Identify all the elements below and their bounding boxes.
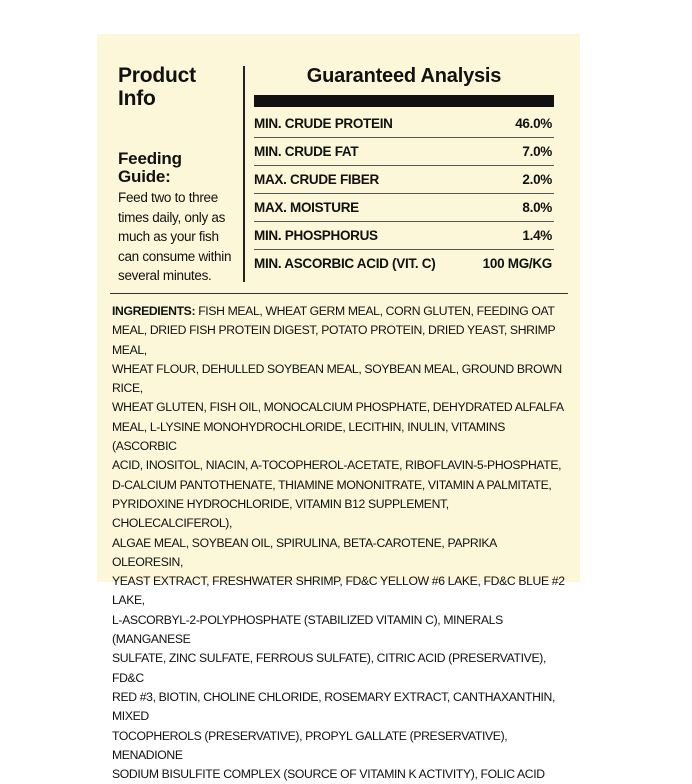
ingredients-line: L-ASCORBYL-2-POLYPHOSPHATE (STABILIZED VITAMIN C), MINERALS (MANGANESE (112, 612, 503, 647)
ingredients-line: SODIUM BISULFITE COMPLEX (SOURCE OF VITAMIN K ACTIVITY), FOLIC ACID (112, 767, 545, 782)
feeding-guide-line: Feed two to three (118, 190, 218, 205)
horizontal-divider (110, 293, 568, 294)
guaranteed-analysis-title: Guaranteed Analysis (306, 65, 502, 87)
guaranteed-analysis-section (254, 62, 554, 277)
product-info-section (118, 64, 238, 286)
feeding-guide-line: much as your fish (118, 229, 219, 244)
ingredients-line: ALGAE MEAL, SOYBEAN OIL, SPIRULINA, BETA-CAROTENE, PAPRIKA OLEORESIN, (112, 535, 497, 569)
analysis-value: 1.4% (522, 228, 552, 243)
ingredients-line: D-CALCIUM PANTOTHENATE, THIAMINE MONONITRATE, VITAMIN A PALMITATE, (112, 477, 552, 492)
analysis-label: MIN. CRUDE PROTEIN (254, 116, 393, 131)
product-info-title (118, 64, 238, 110)
ingredients-line: RED #3, BIOTIN, CHOLINE CHLORIDE, ROSEMARY EXTRACT, CANTHAXANTHIN, MIXED (112, 689, 556, 724)
product-info-title-line: Product (118, 64, 196, 87)
analysis-row (254, 138, 554, 166)
ingredients-line: WHEAT FLOUR, DEHULLED SOYBEAN MEAL, SOYBEAN MEAL, GROUND BROWN RICE, (112, 361, 562, 396)
analysis-value: 2.0% (522, 172, 552, 187)
ingredients-line: SULFATE, ZINC SULFATE, FERROUS SULFATE), CITRIC ACID (PRESERVATIVE), FD&C (112, 651, 546, 685)
analysis-row (254, 222, 554, 250)
analysis-row (254, 166, 554, 194)
analysis-label: MAX. CRUDE FIBER (254, 172, 379, 187)
ingredients-line: MEAL, L-LYSINE MONOHYDROCHLORIDE, LECITHIN, INULIN, VITAMINS (ASCORBIC (112, 419, 505, 454)
ingredients-line: YEAST EXTRACT, FRESHWATER SHRIMP, FD&C YELLOW #6 LAKE, FD&C BLUE #2 LAKE, (112, 574, 565, 608)
ingredients-line: MEAL, DRIED FISH PROTEIN DIGEST, POTATO PROTEIN, DRIED YEAST, SHRIMP MEAL, (112, 323, 556, 357)
feeding-guide-line: several minutes. (118, 268, 212, 283)
analysis-row (254, 250, 554, 277)
analysis-value: 7.0% (522, 144, 552, 159)
analysis-label: MIN. ASCORBIC ACID (VIT. C) (254, 256, 436, 271)
analysis-label: MIN. CRUDE FAT (254, 144, 359, 159)
analysis-label: MAX. MOISTURE (254, 200, 359, 215)
analysis-value: 100 MG/KG (482, 256, 552, 271)
feeding-guide-title-line: Feeding (118, 149, 182, 168)
ingredients-line: PYRIDOXINE HYDROCHLORIDE, VITAMIN B12 SUPPLEMENT, CHOLECALCIFEROL), (112, 496, 449, 531)
ingredients-line: WHEAT GLUTEN, FISH OIL, MONOCALCIUM PHOSPHATE, DEHYDRATED ALFALFA (112, 400, 564, 415)
feeding-guide-line: can consume within (118, 248, 232, 264)
ingredients-line (112, 302, 567, 321)
analysis-value: 46.0% (515, 116, 552, 131)
nutrition-label-panel (97, 34, 580, 782)
guaranteed-analysis-header-bar (254, 95, 554, 107)
ingredients-text: FISH MEAL, WHEAT GERM MEAL, CORN GLUTEN, FEEDING OAT (195, 304, 555, 318)
ingredients-label: INGREDIENTS: (112, 304, 196, 318)
ingredients-line: TOCOPHEROLS (PRESERVATIVE), PROPYL GALLATE (PRESERVATIVE), MENADIONE (112, 728, 508, 762)
analysis-value: 8.0% (522, 200, 552, 215)
analysis-label: MIN. PHOSPHORUS (254, 228, 378, 243)
ingredients-section (112, 302, 567, 784)
vertical-divider (243, 66, 245, 282)
feeding-guide-title-line: Guide: (118, 167, 171, 186)
feeding-guide-text (118, 188, 238, 286)
ingredients-line: ACID, INOSITOL, NIACIN, A-TOCOPHEROL-ACETATE, RIBOFLAVIN-5-PHOSPHATE, (112, 458, 562, 473)
product-info-title-line: Info (118, 87, 156, 110)
feeding-guide-title (118, 150, 238, 186)
analysis-row (254, 194, 554, 222)
analysis-row (254, 110, 554, 138)
feeding-guide-line: times daily, only as (118, 209, 226, 225)
